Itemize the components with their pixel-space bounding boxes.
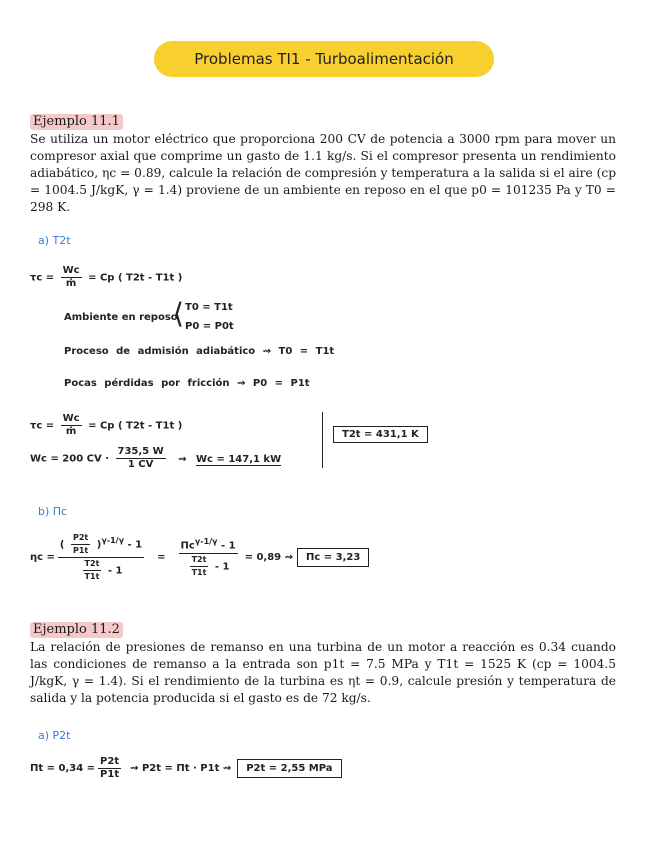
pressure-eq-mid: ⇝ P2t = Πt · P1t ⇝ xyxy=(130,763,232,774)
eta-den-num: T2t xyxy=(83,558,102,571)
eq1-rhs: = Cp ( T2t - T1t ) xyxy=(88,272,183,284)
eta-fraction-1 xyxy=(58,532,144,583)
work-equation-1 xyxy=(30,265,182,290)
eta-den-den-2: T1t xyxy=(191,567,207,577)
eta-equation xyxy=(30,532,369,583)
pressure-fraction xyxy=(98,756,121,781)
wc-num: 735,5 W xyxy=(117,446,164,457)
ambiente-press: P0 = P0t xyxy=(185,321,234,332)
ambiente-temp: T0 = T1t xyxy=(185,302,233,313)
eq1-num: Wc xyxy=(62,265,80,276)
eta-fraction-2 xyxy=(179,536,238,578)
eta-den-fraction xyxy=(83,558,102,583)
title-banner xyxy=(154,41,494,77)
pressure-equation xyxy=(30,756,342,781)
eta-den-minus-one: - 1 xyxy=(107,565,123,577)
wc-lhs: Wc = 200 CV · xyxy=(30,453,110,465)
part-b-label: b) Πc xyxy=(38,505,68,518)
eq1-den: ṁ xyxy=(65,278,77,289)
eta-den-minus-one-2: - 1 xyxy=(214,561,230,573)
eta-fraction-1-den xyxy=(78,558,125,583)
eq1-lhs: τc = xyxy=(30,272,55,284)
work-equation-2 xyxy=(30,413,182,438)
eta-fraction-1-num: ( $\frac{P2t}{P1t}$ )$^{\gamma-1/\gamma}$ - 1 xyxy=(58,532,144,558)
eta-pi-minus-one: - 1 xyxy=(221,540,236,552)
wc-den: 1 CV xyxy=(127,459,154,470)
eq2-den: ṁ xyxy=(65,426,77,437)
eq2-num: Wc xyxy=(62,413,80,424)
example-11-1-statement: Se utiliza un motor eléctrico que proporciona 200 CV de potencia a 3000 rpm para mover un compresor axial que comprime un gasto de 1.1 kg/s. Si el compresor presenta un rendimiento adiabático, ηc = 0.89, calcule la relación de compresión y temperatura a la salida si el aire (cp = 1004.5 J/kgK, γ = 1.4) proviene de un ambiente en reposo en el que p0 = 101235 Pa y T0 = 298 K. xyxy=(30,132,616,214)
eta-minus-one: - 1 xyxy=(127,539,143,551)
eq2-lhs: τc = xyxy=(30,420,55,432)
eta-exponent: γ-1/γ xyxy=(101,536,125,546)
eta-inner-den: P1t xyxy=(72,546,89,555)
proceso-line: Proceso de admisión adiabático ⇝ T0 = T1t xyxy=(64,346,335,357)
wc-result: Wc = 147,1 kW xyxy=(196,453,282,465)
pi-result: Πc = 3,23 xyxy=(297,548,369,567)
brace-icon: ⟨ xyxy=(173,297,184,330)
eta-den-den: T1t xyxy=(84,572,100,581)
eta-fraction-2-den xyxy=(185,554,232,579)
example-11-2-statement: La relación de presiones de remanso en una turbina de un motor a reacción es 0.34 cuando las condiciones de remanso a la entrada son p1t = 7.5 MPa y T1t = 1525 K (cp = 1004.5 J/kgK, γ = 1.4). Si el rendimiento de la turbina es ηt = 0.9, calcule presión y temperatura de salida y la potencia producida si el gasto es de 72 kg/s. xyxy=(30,640,616,705)
pocas-line: Pocas pérdidas por fricción ⇝ P0 = P1t xyxy=(64,378,310,389)
divider-line xyxy=(322,412,323,468)
wc-equation xyxy=(30,446,281,471)
t2t-result-box xyxy=(333,428,428,441)
page-title: Problemas TI1 - Turboalimentación xyxy=(194,50,454,68)
ambiente-label: Ambiente en reposo xyxy=(64,312,178,323)
example-11-2-title: Ejemplo 11.2 xyxy=(30,622,123,638)
pressure-num: P2t xyxy=(100,756,120,767)
part-a-label-2: a) P2t xyxy=(38,729,71,742)
eta-equals: = xyxy=(157,552,166,563)
p2t-result: P2t = 2,55 MPa xyxy=(237,759,341,778)
eta-den-fraction-2 xyxy=(190,554,209,579)
eq1-fraction xyxy=(61,265,82,290)
eta-den-num-2: T2t xyxy=(190,554,209,567)
pressure-den: P1t xyxy=(100,769,120,780)
wc-arrow-icon: ⇝ xyxy=(178,453,187,465)
eta-value: = 0,89 ⇝ xyxy=(244,552,293,563)
part-a-label: a) T2t xyxy=(38,234,71,247)
eta-inner-fraction xyxy=(71,532,90,557)
pressure-eq-lhs: Πt = 0,34 = xyxy=(30,763,96,774)
eq2-fraction xyxy=(61,413,82,438)
example-11-1-title: Ejemplo 11.1 xyxy=(30,114,123,130)
eta-fraction-2-num xyxy=(179,536,238,553)
eta-lhs: ηc = xyxy=(30,552,55,563)
eta-pi-exponent: γ-1/γ xyxy=(194,537,218,547)
t2t-result: T2t = 431,1 K xyxy=(333,426,428,443)
eta-inner-num: P2t xyxy=(71,532,90,545)
eq2-rhs: = Cp ( T2t - T1t ) xyxy=(88,420,183,432)
eta-pi: Πc xyxy=(180,540,195,552)
wc-fraction xyxy=(116,446,166,471)
